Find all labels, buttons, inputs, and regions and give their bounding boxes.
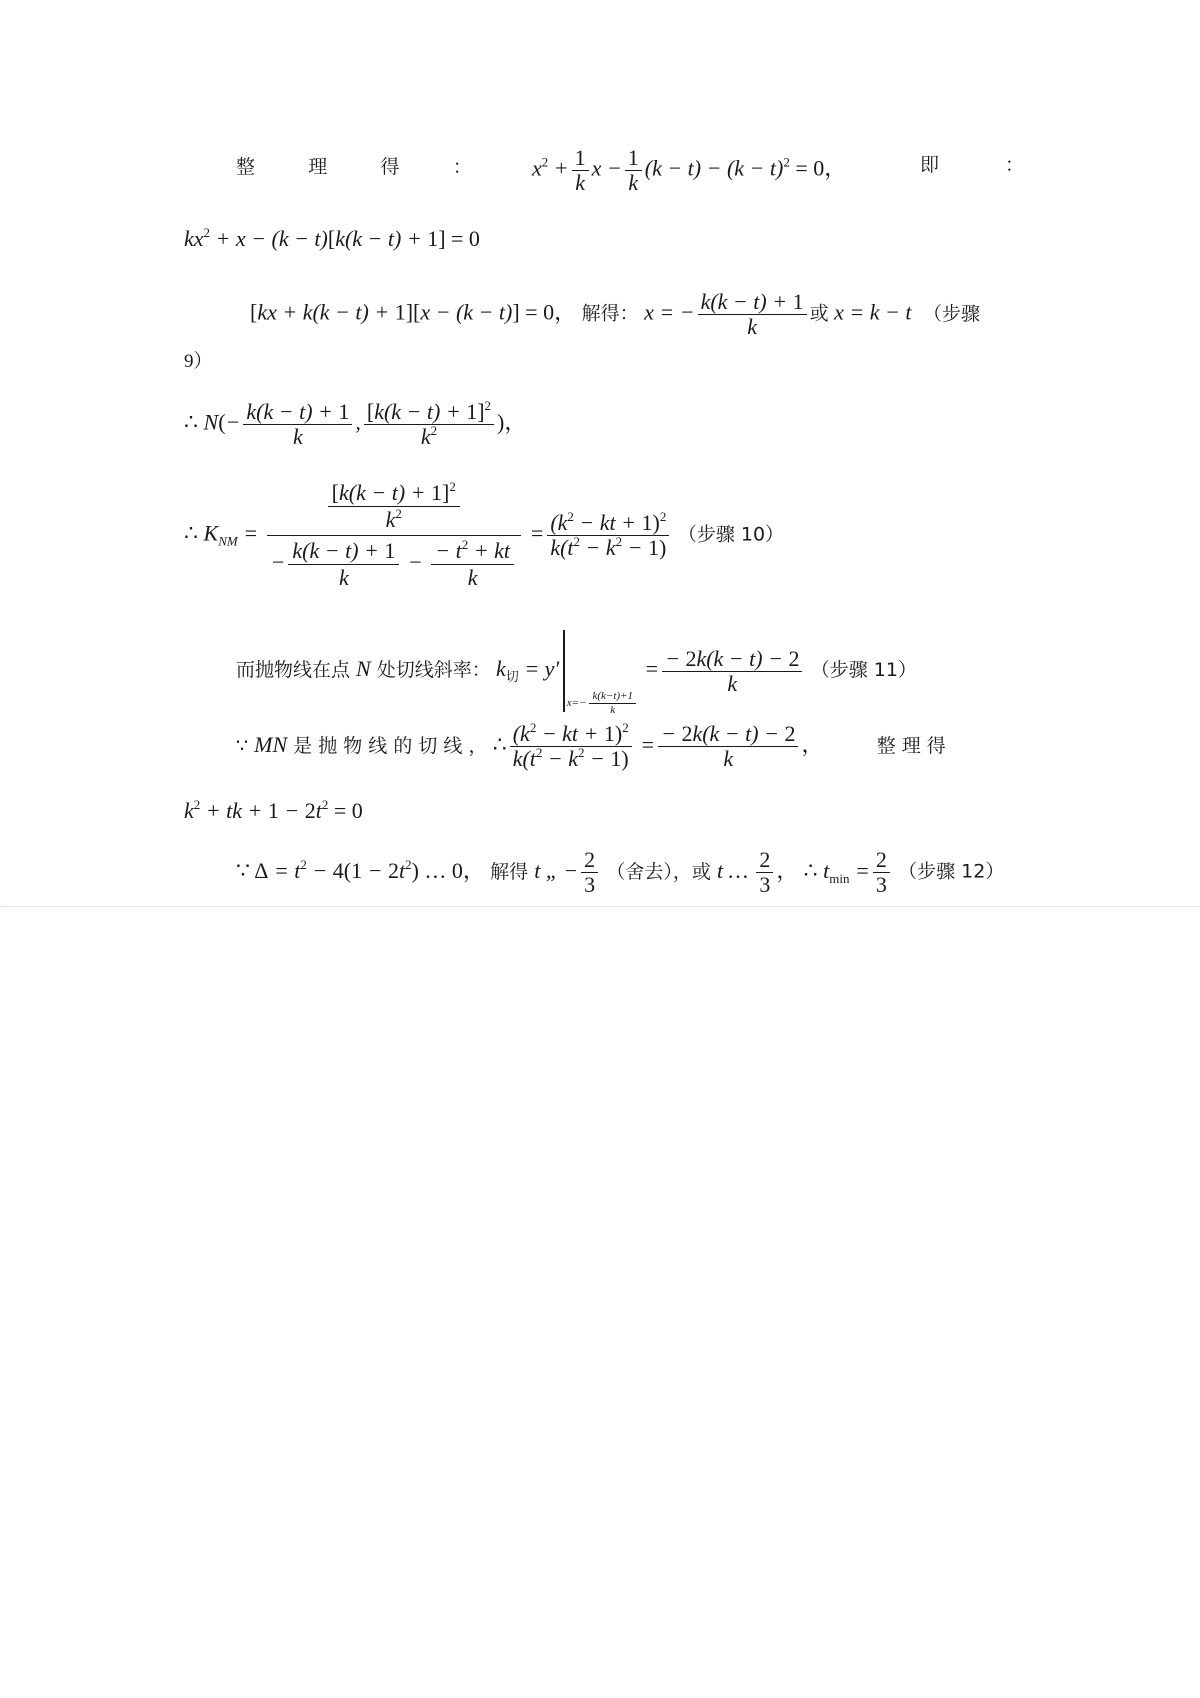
step-11: （步骤 11）	[810, 658, 917, 681]
line-10: ∵ $\Delta = t^2 - 4(1 - 2t^2)$ … 0， 解得 t „ − $\frac{2}{3}$ （舍去），或 t … $\frac{2}{3}$ ， ∴ $t_{min}$ = $\frac{2}{3}$ （步骤 12）	[236, 847, 1005, 897]
line-4-step: 9）	[184, 351, 213, 372]
line-1-formula: $x^2$ + $\frac{1}{k}$ x − $\frac{1}{k}$ $(k - t) - (k - t)^2 = 0$，	[532, 145, 847, 195]
line-9-formula: $k^2$ + tk + $1 - 2t^2 = 0$	[184, 797, 363, 823]
line-1-tail: 即 ：	[920, 154, 1025, 176]
page-separator	[0, 906, 1200, 907]
line-2-formula: $kx^2 + x - (k - t)[k(k - t) + 1] = 0$	[184, 225, 480, 251]
step-10: （步骤 10）	[677, 523, 785, 546]
line-7: 而抛物线在点 N 处切线斜率： $k_切 = y'_{x=- \frac{k(k-t)+1}{k}}$ = $\frac{- 2k(k - t) - 2}{k}$ （步骤 11）	[236, 630, 917, 717]
line-1: 整 理 得 ：	[236, 156, 472, 178]
step-12: （步骤 12）	[898, 860, 1005, 883]
tangent-slope-label: 而抛物线在点 N 处切线斜率：	[236, 655, 491, 681]
line-8: ∵ MN 是 抛 物 线 的 切 线 ， ∴ $\frac{(k^2 - kt + 1)^2}{k(t^2 - k^2 - 1)}$ = $\frac{- 2k(k - t) - 2}{k}$ ， 整 理 得	[236, 720, 946, 771]
line-5-formula: ∴ N(− $\frac{k(k - t) + 1}{k}$ , $\frac{[k(k - t) + 1]^2}{k^2}$ )，	[184, 398, 527, 449]
line-6-formula: ∴ $K_{NM}$ = $\frac{[k(k - t) + 1]^2}{k^2}$ − $\frac{k(k - t) + 1}{k}$ − $\frac{- t^2 + kt}{k}$ = $\frac{(k^2 - kt + 1)^2}{k(t^2 - k^2 - 1)}$ （步骤 10）	[184, 479, 785, 590]
line-3-formula: [kx + k(k − t) + 1][x − (k − t)] = 0， 解得： x = − $\frac{k(k - t) + 1}{k}$ 或 x = k − t （步骤	[250, 289, 980, 339]
solve-label: 解得：	[581, 302, 639, 325]
tidy-label: 整	[236, 156, 256, 178]
